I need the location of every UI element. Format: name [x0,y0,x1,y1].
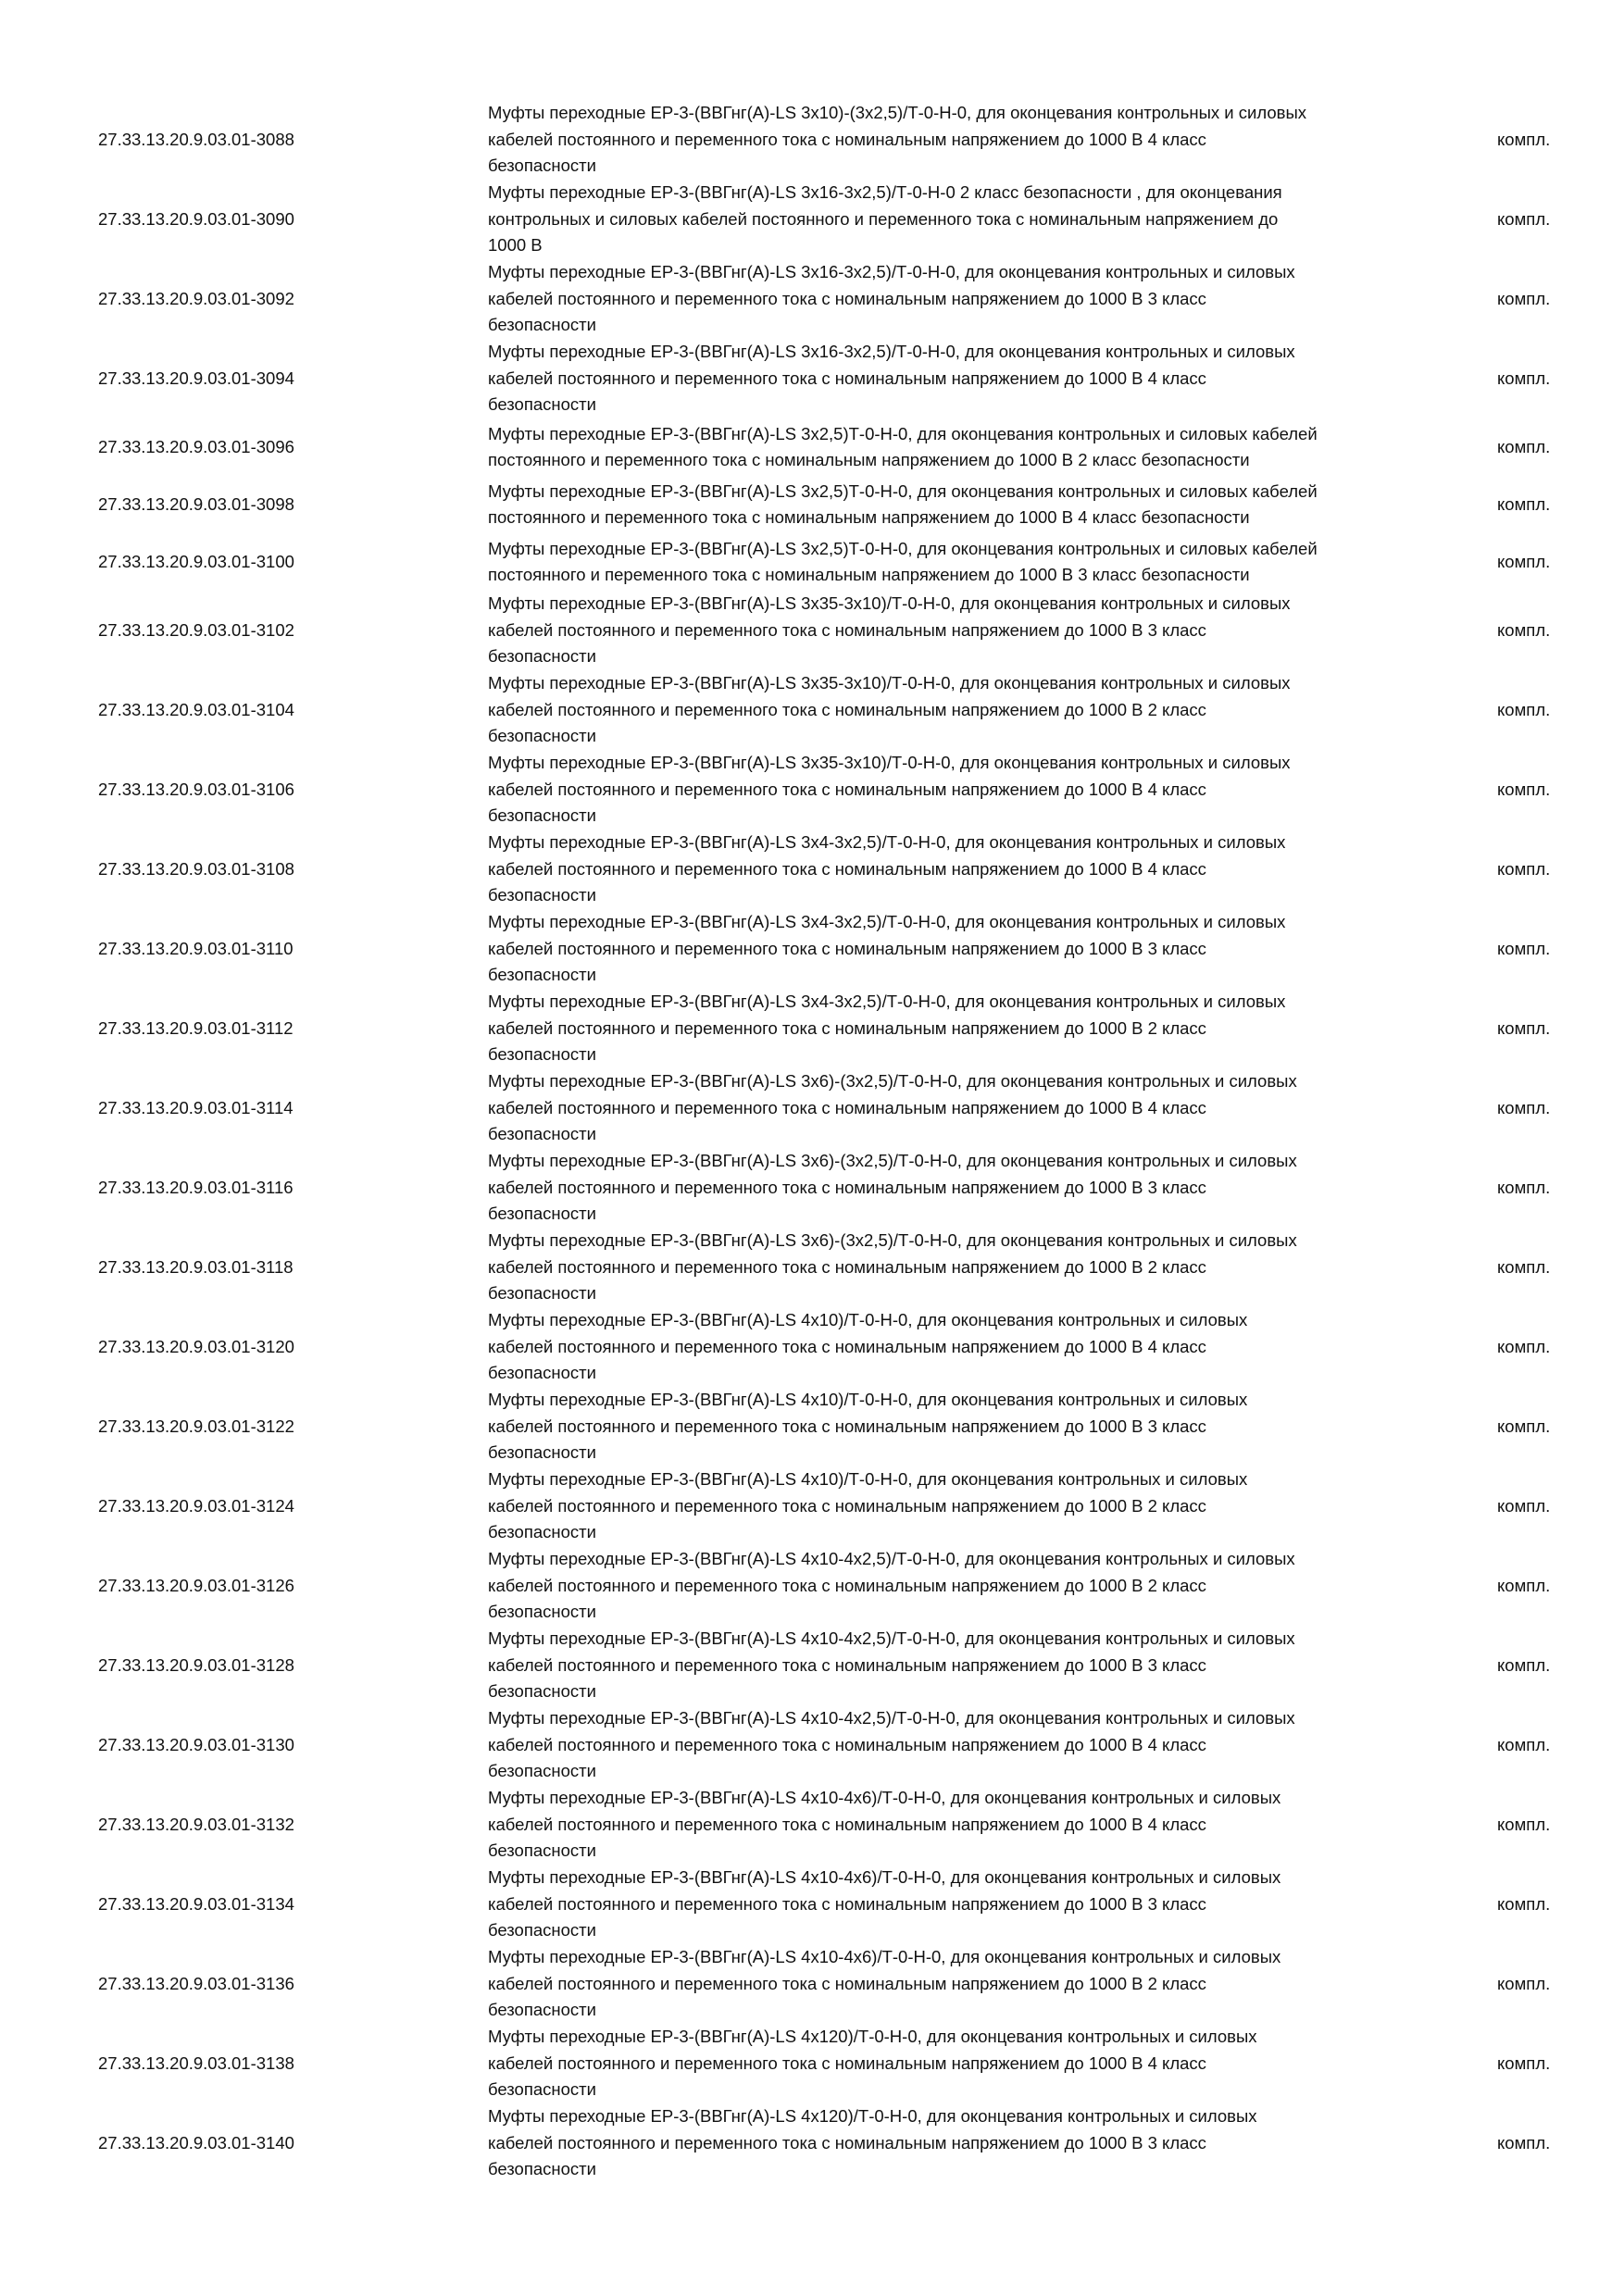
resource-description: Муфты переходные ЕР-3-(ВВГнг(А)-LS 4х120)/Т-0-Н-0, для оконцевания контрольных и силовых кабелей постоянного и переменного тока с номинальным напряжением до 1000 В 3 класс безопасности [488,2106,1257,2179]
unit-of-measure: компл. [1497,2053,1551,2073]
resource-description: Муфты переходные ЕР-3-(ВВГнг(А)-LS 3х16-3х2,5)/Т-0-Н-0 2 класс безопасности , для оконцевания контрольных и силовых кабелей постоянного и переменного тока с номинальным напряжением до 1000 В [488,182,1282,256]
resource-description: Муфты переходные ЕР-3-(ВВГнг(А)-LS 3х10)-(3х2,5)/Т-0-Н-0, для оконцевания контрольных и силовых кабелей постоянного и переменного тока с номинальным напряжением до 1000 В 4 класс безопасности [488,103,1306,176]
resource-code: 27.33.13.20.9.03.01-3096 [98,436,294,456]
table-row [0,1387,1624,1466]
resource-description: Муфты переходные ЕР-3-(ВВГнг(А)-LS 3х6)-(3х2,5)/Т-0-Н-0, для оконцевания контрольных и силовых кабелей постоянного и переменного тока с номинальным напряжением до 1000 В 4 класс безопасности [488,1071,1297,1144]
unit-of-measure: компл. [1497,493,1551,514]
unit-of-measure: компл. [1497,619,1551,640]
resource-code: 27.33.13.20.9.03.01-3138 [98,2053,294,2073]
resource-description: Муфты переходные ЕР-3-(ВВГнг(А)-LS 3х6)-(3х2,5)/Т-0-Н-0, для оконцевания контрольных и силовых кабелей постоянного и переменного тока с номинальным напряжением до 1000 В 2 класс безопасности [488,1230,1297,1304]
resource-description: Муфты переходные ЕР-3-(ВВГнг(А)-LS 4х10-4х2,5)/Т-0-Н-0, для оконцевания контрольных и силовых кабелей постоянного и переменного тока с номинальным напряжением до 1000 В 3 класс безопасности [488,1628,1295,1702]
resource-code: 27.33.13.20.9.03.01-3118 [98,1256,294,1277]
resource-description: Муфты переходные ЕР-3-(ВВГнг(А)-LS 4х10-4х6)/Т-0-Н-0, для оконцевания контрольных и силовых кабелей постоянного и переменного тока с номинальным напряжением до 1000 В 4 класс безопасности [488,1788,1281,1861]
resource-code: 27.33.13.20.9.03.01-3122 [98,1416,294,1436]
table-row [0,339,1624,418]
resource-code: 27.33.13.20.9.03.01-3090 [98,208,294,229]
resource-code: 27.33.13.20.9.03.01-3104 [98,699,294,719]
table-row [0,989,1624,1068]
resource-code: 27.33.13.20.9.03.01-3106 [98,779,294,799]
table-row [0,750,1624,830]
resource-code: 27.33.13.20.9.03.01-3092 [98,288,294,308]
unit-of-measure: компл. [1497,1814,1551,1834]
table-row [0,591,1624,670]
table-row [0,476,1624,533]
unit-of-measure: компл. [1497,129,1551,149]
resource-code: 27.33.13.20.9.03.01-3100 [98,551,294,571]
unit-of-measure: компл. [1497,1017,1551,1038]
resource-code: 27.33.13.20.9.03.01-3098 [98,493,294,514]
table-row [0,1705,1624,1785]
table-row [0,418,1624,476]
resource-description: Муфты переходные ЕР-3-(ВВГнг(А)-LS 4х10-4х2,5)/Т-0-Н-0, для оконцевания контрольных и силовых кабелей постоянного и переменного тока с номинальным напряжением до 1000 В 4 класс безопасности [488,1708,1295,1781]
resource-description: Муфты переходные ЕР-3-(ВВГнг(А)-LS 3х35-3х10)/Т-0-Н-0, для оконцевания контрольных и силовых кабелей постоянного и переменного тока с номинальным напряжением до 1000 В 3 класс безопасности [488,593,1291,667]
resource-description: Муфты переходные ЕР-3-(ВВГнг(А)-LS 3х35-3х10)/Т-0-Н-0, для оконцевания контрольных и силовых кабелей постоянного и переменного тока с номинальным напряжением до 1000 В 4 класс безопасности [488,753,1291,826]
unit-of-measure: компл. [1497,779,1551,799]
unit-of-measure: компл. [1497,1097,1551,1117]
resource-description: Муфты переходные ЕР-3-(ВВГнг(А)-LS 3х4-3х2,5)/Т-0-Н-0, для оконцевания контрольных и силовых кабелей постоянного и переменного тока с номинальным напряжением до 1000 В 2 класс безопасности [488,992,1286,1065]
resource-description: Муфты переходные ЕР-3-(ВВГнг(А)-LS 3х4-3х2,5)/Т-0-Н-0, для оконцевания контрольных и силовых кабелей постоянного и переменного тока с номинальным напряжением до 1000 В 4 класс безопасности [488,832,1286,905]
resource-description: Муфты переходные ЕР-3-(ВВГнг(А)-LS 4х120)/Т-0-Н-0, для оконцевания контрольных и силовых кабелей постоянного и переменного тока с номинальным напряжением до 1000 В 4 класс безопасности [488,2027,1257,2100]
resource-code: 27.33.13.20.9.03.01-3128 [98,1654,294,1675]
resource-description: Муфты переходные ЕР-3-(ВВГнг(А)-LS 4х10-4х6)/Т-0-Н-0, для оконцевания контрольных и силовых кабелей постоянного и переменного тока с номинальным напряжением до 1000 В 2 класс безопасности [488,1947,1281,2020]
unit-of-measure: компл. [1497,699,1551,719]
table-row [0,670,1624,750]
resource-description: Муфты переходные ЕР-3-(ВВГнг(А)-LS 3х2,5)Т-0-Н-0, для оконцевания контрольных и силовых кабелей постоянного и переменного тока с номинальным напряжением до 1000 В 2 класс безопасности [488,423,1318,469]
resource-description: Муфты переходные ЕР-3-(ВВГнг(А)-LS 3х16-3х2,5)/Т-0-Н-0, для оконцевания контрольных и силовых кабелей постоянного и переменного тока с номинальным напряжением до 1000 В 3 класс безопасности [488,262,1295,335]
unit-of-measure: компл. [1497,1336,1551,1356]
unit-of-measure: компл. [1497,938,1551,958]
table-row [0,1148,1624,1228]
resource-description: Муфты переходные ЕР-3-(ВВГнг(А)-LS 3х6)-(3х2,5)/Т-0-Н-0, для оконцевания контрольных и силовых кабелей постоянного и переменного тока с номинальным напряжением до 1000 В 3 класс безопасности [488,1151,1297,1224]
resource-code: 27.33.13.20.9.03.01-3094 [98,368,294,388]
resource-code: 27.33.13.20.9.03.01-3130 [98,1734,294,1754]
table-row [0,2024,1624,2103]
resource-code: 27.33.13.20.9.03.01-3108 [98,858,294,879]
resource-description: Муфты переходные ЕР-3-(ВВГнг(А)-LS 3х4-3х2,5)/Т-0-Н-0, для оконцевания контрольных и силовых кабелей постоянного и переменного тока с номинальным напряжением до 1000 В 3 класс безопасности [488,912,1286,985]
document-page [0,100,1624,2183]
unit-of-measure: компл. [1497,208,1551,229]
unit-of-measure: компл. [1497,2132,1551,2152]
resource-code: 27.33.13.20.9.03.01-3134 [98,1893,294,1914]
resource-code: 27.33.13.20.9.03.01-3110 [98,938,294,958]
unit-of-measure: компл. [1497,1177,1551,1197]
resource-code: 27.33.13.20.9.03.01-3140 [98,2132,294,2152]
table-row [0,180,1624,259]
table-row [0,1228,1624,1307]
table-row [0,2103,1624,2183]
unit-of-measure: компл. [1497,1893,1551,1914]
resource-description: Муфты переходные ЕР-3-(ВВГнг(А)-LS 4х10)/Т-0-Н-0, для оконцевания контрольных и силовых кабелей постоянного и переменного тока с номинальным напряжением до 1000 В 4 класс безопасности [488,1310,1248,1383]
unit-of-measure: компл. [1497,288,1551,308]
unit-of-measure: компл. [1497,368,1551,388]
resource-code: 27.33.13.20.9.03.01-3102 [98,619,294,640]
table-row [0,909,1624,989]
unit-of-measure: компл. [1497,551,1551,571]
unit-of-measure: компл. [1497,1256,1551,1277]
unit-of-measure: компл. [1497,1416,1551,1436]
resource-description: Муфты переходные ЕР-3-(ВВГнг(А)-LS 3х16-3х2,5)/Т-0-Н-0, для оконцевания контрольных и силовых кабелей постоянного и переменного тока с номинальным напряжением до 1000 В 4 класс безопасности [488,342,1295,415]
unit-of-measure: компл. [1497,858,1551,879]
table-row [0,1068,1624,1148]
table-row [0,1944,1624,2024]
table-row [0,100,1624,180]
resource-description: Муфты переходные ЕР-3-(ВВГнг(А)-LS 3х2,5)Т-0-Н-0, для оконцевания контрольных и силовых кабелей постоянного и переменного тока с номинальным напряжением до 1000 В 4 класс безопасности [488,480,1318,527]
resource-code: 27.33.13.20.9.03.01-3136 [98,1973,294,1993]
table-row [0,259,1624,339]
unit-of-measure: компл. [1497,1495,1551,1516]
table-row [0,830,1624,909]
table-row [0,1865,1624,1944]
resource-description: Муфты переходные ЕР-3-(ВВГнг(А)-LS 3х35-3х10)/Т-0-Н-0, для оконцевания контрольных и силовых кабелей постоянного и переменного тока с номинальным напряжением до 1000 В 2 класс безопасности [488,673,1291,746]
table-row [0,1307,1624,1387]
table-row [0,1785,1624,1865]
resource-description: Муфты переходные ЕР-3-(ВВГнг(А)-LS 3х2,5)Т-0-Н-0, для оконцевания контрольных и силовых кабелей постоянного и переменного тока с номинальным напряжением до 1000 В 3 класс безопасности [488,538,1318,584]
unit-of-measure: компл. [1497,1654,1551,1675]
resource-code: 27.33.13.20.9.03.01-3114 [98,1097,294,1117]
table-row [0,1546,1624,1626]
unit-of-measure: компл. [1497,1734,1551,1754]
resource-description: Муфты переходные ЕР-3-(ВВГнг(А)-LS 4х10-4х2,5)/Т-0-Н-0, для оконцевания контрольных и силовых кабелей постоянного и переменного тока с номинальным напряжением до 1000 В 2 класс безопасности [488,1549,1295,1622]
unit-of-measure: компл. [1497,1973,1551,1993]
resource-code: 27.33.13.20.9.03.01-3126 [98,1575,294,1595]
resource-description: Муфты переходные ЕР-3-(ВВГнг(А)-LS 4х10)/Т-0-Н-0, для оконцевания контрольных и силовых кабелей постоянного и переменного тока с номинальным напряжением до 1000 В 2 класс безопасности [488,1469,1248,1542]
unit-of-measure: компл. [1497,1575,1551,1595]
resource-description: Муфты переходные ЕР-3-(ВВГнг(А)-LS 4х10-4х6)/Т-0-Н-0, для оконцевания контрольных и силовых кабелей постоянного и переменного тока с номинальным напряжением до 1000 В 3 класс безопасности [488,1867,1281,1940]
resource-code: 27.33.13.20.9.03.01-3124 [98,1495,294,1516]
resource-code: 27.33.13.20.9.03.01-3116 [98,1177,294,1197]
table-row [0,1466,1624,1546]
resource-code: 27.33.13.20.9.03.01-3120 [98,1336,294,1356]
resource-code: 27.33.13.20.9.03.01-3112 [98,1017,294,1038]
table-row [0,1626,1624,1705]
table-row [0,533,1624,591]
resource-description: Муфты переходные ЕР-3-(ВВГнг(А)-LS 4х10)/Т-0-Н-0, для оконцевания контрольных и силовых кабелей постоянного и переменного тока с номинальным напряжением до 1000 В 3 класс безопасности [488,1390,1248,1463]
resource-code: 27.33.13.20.9.03.01-3088 [98,129,294,149]
unit-of-measure: компл. [1497,436,1551,456]
resource-code: 27.33.13.20.9.03.01-3132 [98,1814,294,1834]
